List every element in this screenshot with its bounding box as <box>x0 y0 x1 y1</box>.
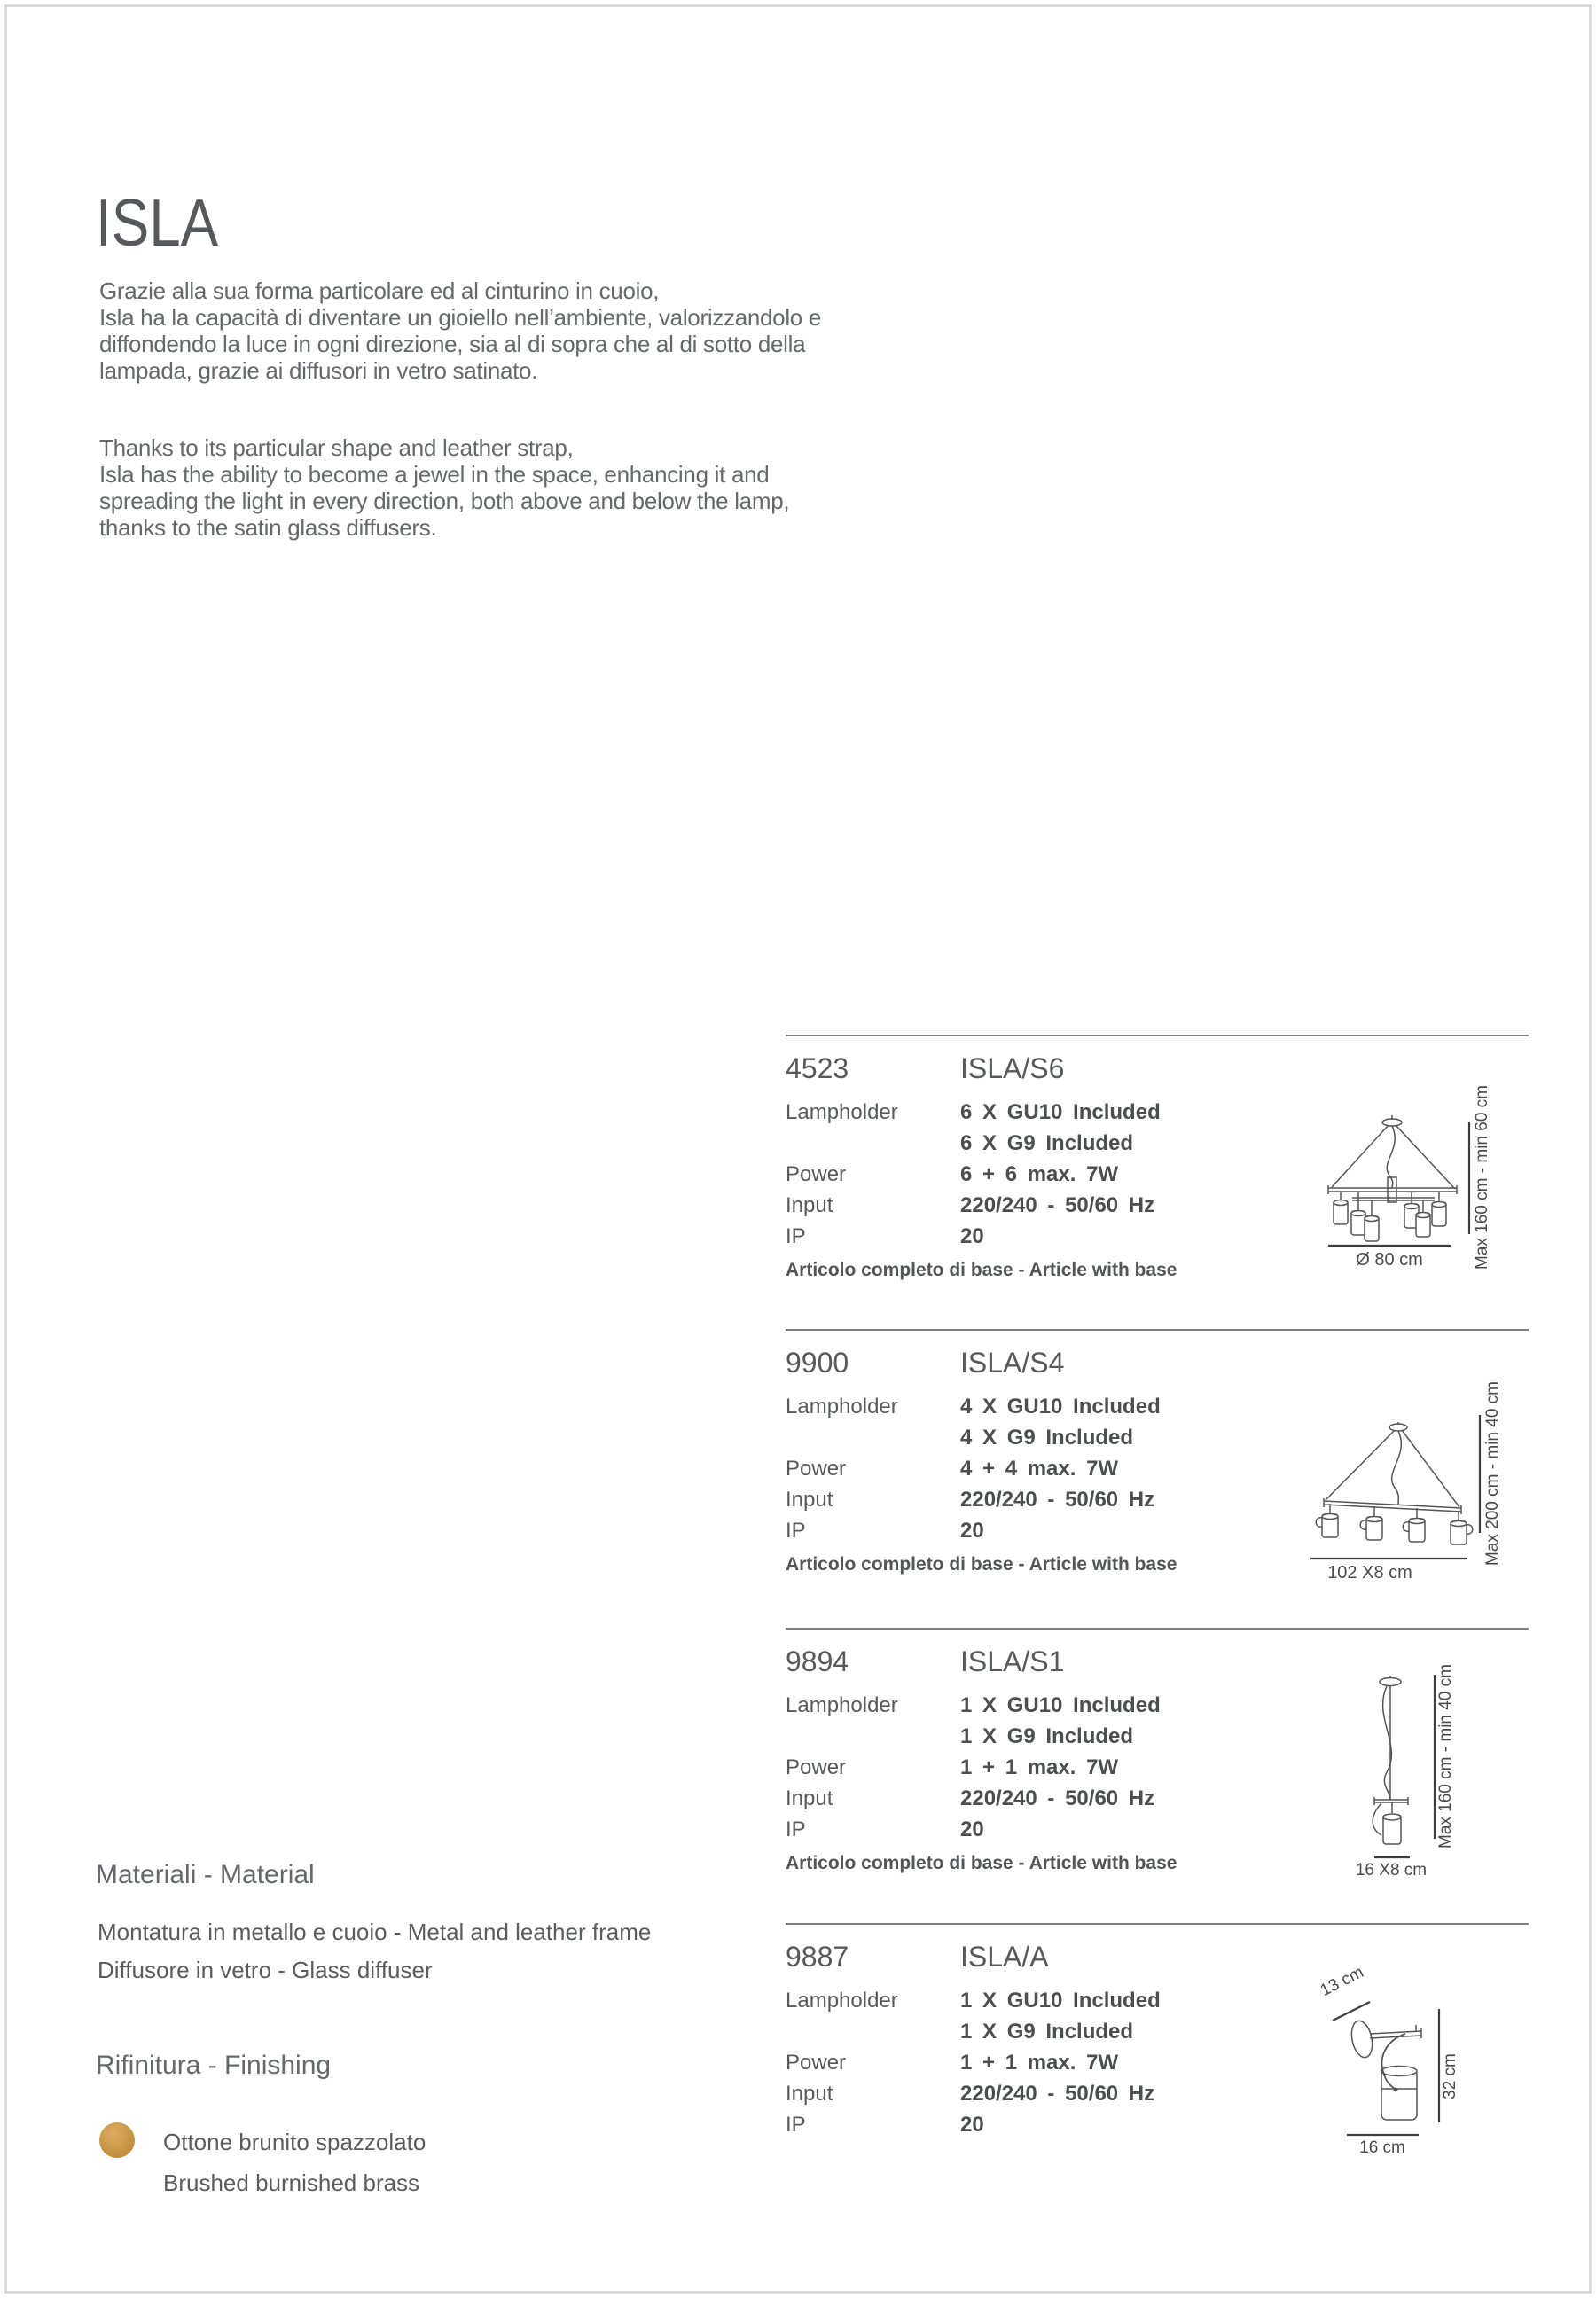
spec-value: 20 <box>960 1817 984 1841</box>
diagram-width-label: 16 X8 cm <box>1355 1861 1428 1880</box>
intro-line: Isla has the ability to become a jewel in the space, enhancing it and <box>99 461 770 488</box>
spec-label: Power <box>786 1457 847 1481</box>
product-code: 9887 <box>786 1941 849 1973</box>
spec-value: 220/240 - 50/60 Hz <box>960 2082 1155 2106</box>
spec-value: 1 + 1 max. 7W <box>960 2051 1119 2075</box>
spec-value: 220/240 - 50/60 Hz <box>960 1786 1155 1810</box>
materials-heading: Materiali - Material <box>96 1860 315 1889</box>
finish-label-italian: Ottone brunito spazzolato <box>163 2129 426 2155</box>
product-note: Articolo completo di base - Article with base <box>786 1554 1177 1575</box>
material-line: Diffusore in vetro - Glass diffuser <box>98 1957 433 1983</box>
spec-value: 1 X GU10 Included <box>960 1693 1161 1717</box>
intro-line: lampada, grazie ai diffusori in vetro satinato. <box>99 357 538 384</box>
diagram-width-label: 16 cm <box>1359 2138 1405 2157</box>
spec-label: IP <box>786 2113 806 2137</box>
product-code: 9894 <box>786 1645 849 1677</box>
materials-list <box>98 1913 651 1989</box>
diagram-depth-label: 13 cm <box>1317 1962 1367 2001</box>
product-code: 9900 <box>786 1347 849 1379</box>
spec-value: 4 + 4 max. 7W <box>960 1457 1119 1481</box>
spec-label <box>786 2016 960 2047</box>
intro-paragraph-italian <box>99 277 897 384</box>
intro-line: Grazie alla sua forma particolare ed al cinturino in cuoio, <box>99 277 660 304</box>
spec-label: Input <box>786 1488 833 1512</box>
spec-label <box>786 1422 960 1453</box>
product-name: ISLA/S4 <box>960 1347 1065 1379</box>
spec-value: 220/240 - 50/60 Hz <box>960 1488 1155 1512</box>
spec-label <box>786 1721 960 1752</box>
spec-value: 1 + 1 max. 7W <box>960 1755 1119 1779</box>
brass-swatch <box>99 2122 135 2158</box>
spec-value: 20 <box>960 1519 984 1543</box>
page-title: ISLA <box>96 185 219 260</box>
finish-label-english: Brushed burnished brass <box>163 2169 420 2196</box>
wall-lamp-diagram <box>1303 1924 1569 2190</box>
suspension-4-light-diagram <box>1277 1330 1543 1596</box>
spec-label: Power <box>786 1755 847 1779</box>
intro-line: spreading the light in every direction, both above and below the lamp, <box>99 488 790 514</box>
spec-value: 1 X G9 Included <box>960 2020 1134 2044</box>
product-name: ISLA/S1 <box>960 1645 1065 1677</box>
spec-label: Lampholder <box>786 1693 898 1717</box>
diagram-width-label: 102 X8 cm <box>1327 1563 1412 1583</box>
spec-label: Lampholder <box>786 1100 898 1124</box>
intro-line: Isla ha la capacità di diventare un gioiello nell’ambiente, valorizzandolo e <box>99 304 822 331</box>
intro-line: diffondendo la luce in ogni direzione, sia al di sopra che al di sotto della <box>99 331 806 357</box>
diagram-height-label: Max 200 cm - min 40 cm <box>1483 1381 1502 1566</box>
spec-value: 20 <box>960 1224 984 1248</box>
spec-value: 6 X G9 Included <box>960 1131 1134 1155</box>
suspension-6-light-diagram <box>1277 1036 1543 1301</box>
spec-value: 4 X G9 Included <box>960 1426 1134 1450</box>
spec-label: Lampholder <box>786 1989 898 2013</box>
spec-label <box>786 1128 960 1159</box>
intro-line: thanks to the satin glass diffusers. <box>99 514 437 541</box>
spec-value: 4 X GU10 Included <box>960 1395 1161 1419</box>
intro-line: Thanks to its particular shape and leather strap, <box>99 434 574 461</box>
diagram-width-label: Ø 80 cm <box>1356 1250 1423 1270</box>
intro-paragraph-english <box>99 434 897 541</box>
spec-value: 20 <box>960 2113 984 2137</box>
product-note: Articolo completo di base - Article with base <box>786 1853 1177 1873</box>
diagram-height-label: Max 160 cm - min 60 cm <box>1473 1085 1491 1270</box>
spec-label: Power <box>786 1162 847 1186</box>
material-line: Montatura in metallo e cuoio - Metal and leather frame <box>98 1919 652 1945</box>
diagram-height-label: Max 160 cm - min 40 cm <box>1436 1664 1455 1849</box>
spec-label: Input <box>786 1786 833 1810</box>
spec-value: 1 X G9 Included <box>960 1724 1134 1748</box>
spec-label: Power <box>786 2051 847 2075</box>
spec-value: 6 + 6 max. 7W <box>960 1162 1119 1186</box>
spec-label: IP <box>786 1817 806 1841</box>
spec-value: 220/240 - 50/60 Hz <box>960 1193 1155 1217</box>
spec-label: Input <box>786 2082 833 2106</box>
product-note: Articolo completo di base - Article with base <box>786 1260 1177 1280</box>
spec-label: Input <box>786 1193 833 1217</box>
spec-value: 1 X GU10 Included <box>960 1989 1161 2013</box>
product-name: ISLA/S6 <box>960 1052 1065 1084</box>
spec-label: Lampholder <box>786 1395 898 1419</box>
product-code: 4523 <box>786 1052 849 1084</box>
finishing-heading: Rifinitura - Finishing <box>96 2051 332 2080</box>
spec-label: IP <box>786 1519 806 1543</box>
suspension-1-light-diagram <box>1312 1629 1578 1895</box>
diagram-height-label: 32 cm <box>1441 2053 1459 2099</box>
spec-value: 6 X GU10 Included <box>960 1100 1161 1124</box>
product-name: ISLA/A <box>960 1941 1049 1973</box>
spec-label: IP <box>786 1224 806 1248</box>
